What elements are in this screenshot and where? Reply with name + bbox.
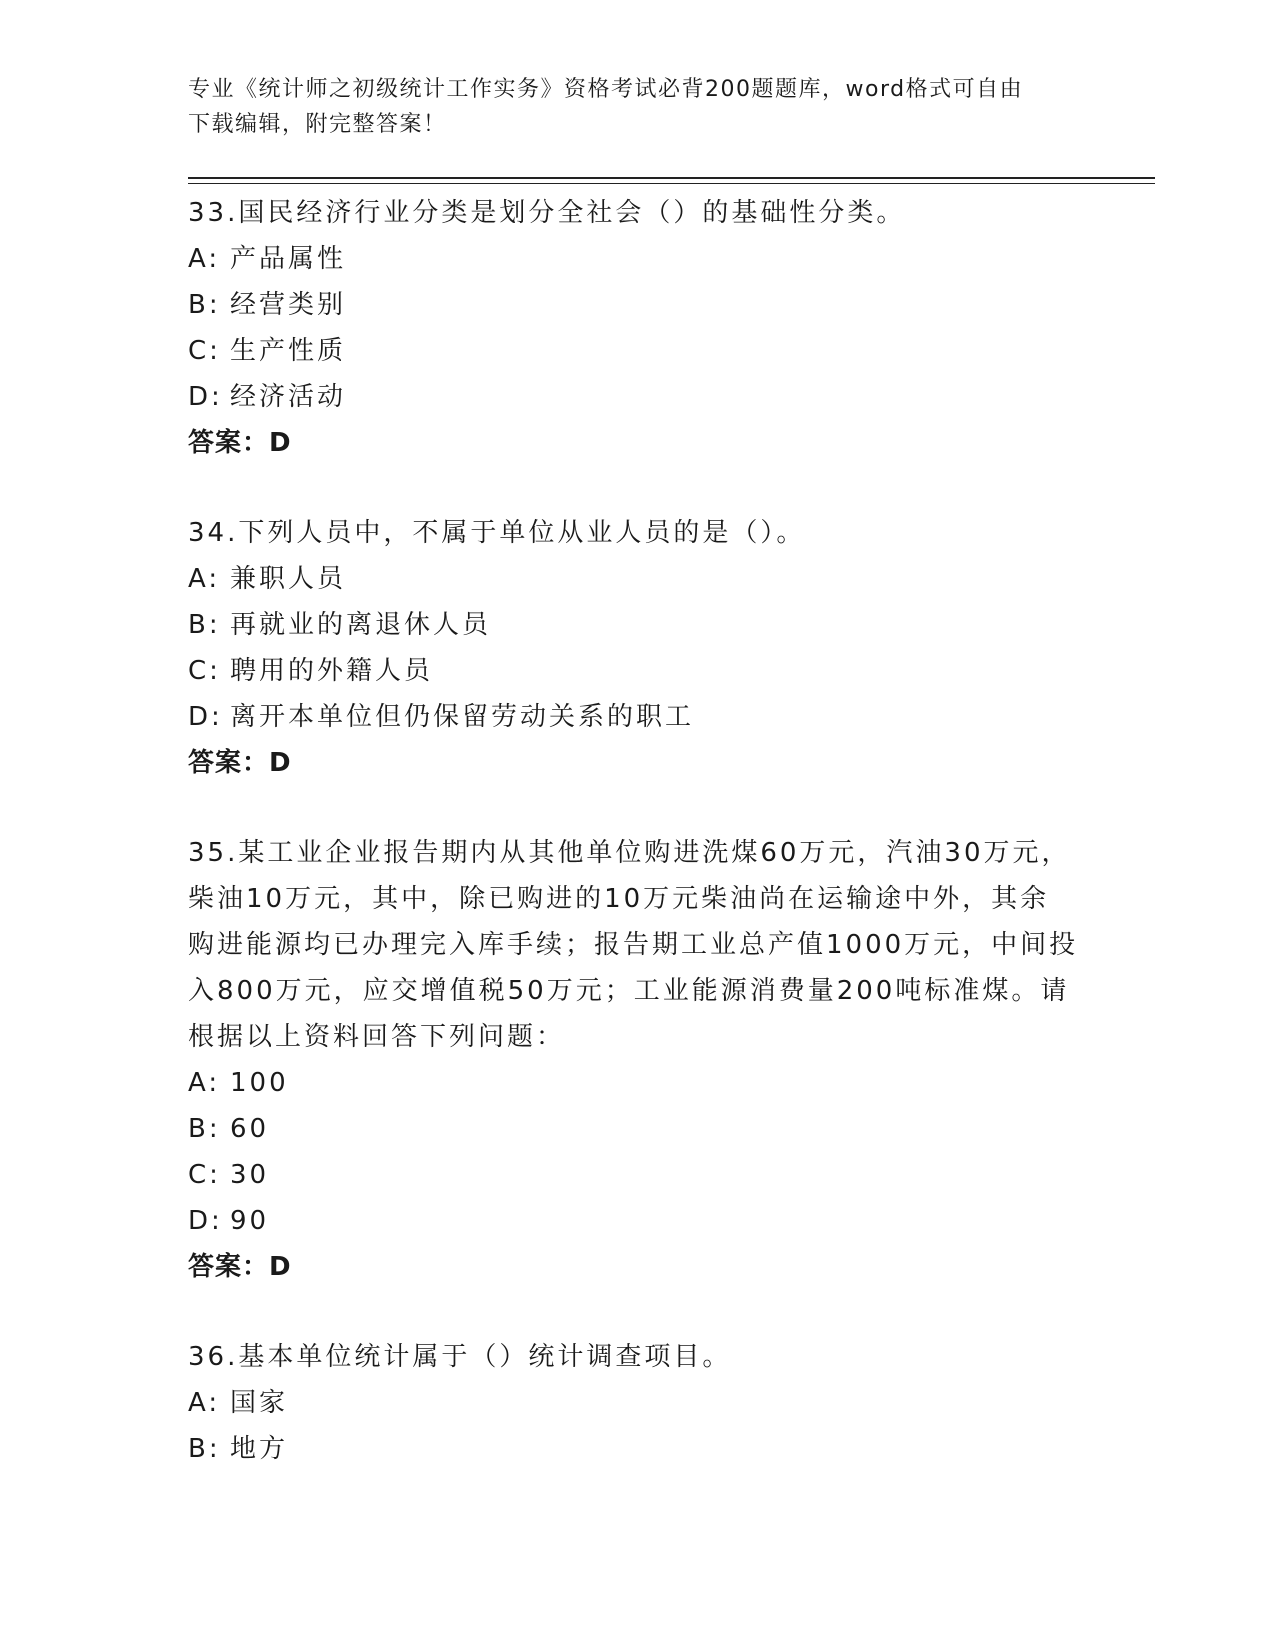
- option-letter: B:: [188, 1434, 221, 1464]
- option-text: 国家: [230, 1388, 289, 1418]
- option-b: [188, 282, 1088, 328]
- option-letter: B:: [188, 290, 221, 320]
- header-line-1: 专业《统计师之初级统计工作实务》资格考试必背200题题库，word格式可自由: [188, 77, 1024, 102]
- spacer: [188, 466, 1088, 510]
- question-35: [188, 830, 1088, 1290]
- question-33: [188, 190, 1088, 466]
- question-34: [188, 510, 1088, 786]
- option-text: 地方: [230, 1434, 289, 1464]
- question-text-line-5: 根据以上资料回答下列问题：: [188, 1022, 566, 1052]
- option-c: [188, 648, 1088, 694]
- answer-line: 答案：D: [188, 1252, 292, 1282]
- option-letter: A:: [188, 1388, 221, 1418]
- question-list: [188, 190, 1088, 1472]
- option-letter: A:: [188, 1068, 221, 1098]
- question-text-line-2: 柴油10万元，其中，除已购进的10万元柴油尚在运输途中外，其余: [188, 884, 1050, 914]
- option-text: 离开本单位但仍保留劳动关系的职工: [230, 702, 695, 732]
- option-letter: A:: [188, 564, 221, 594]
- option-text: 经济活动: [230, 382, 347, 412]
- option-d: [188, 1198, 1088, 1244]
- question-36: [188, 1334, 1088, 1472]
- option-c: [188, 328, 1088, 374]
- spacer: [188, 786, 1088, 830]
- question-text: 34.下列人员中，不属于单位从业人员的是（）。: [188, 518, 806, 548]
- question-text: 33.国民经济行业分类是划分全社会（）的基础性分类。: [188, 198, 906, 228]
- option-text: 兼职人员: [230, 564, 347, 594]
- option-text: 经营类别: [230, 290, 347, 320]
- option-letter: C:: [188, 1160, 221, 1190]
- header-divider-thin: [188, 183, 1155, 184]
- option-letter: D:: [188, 1206, 223, 1236]
- header-divider-thick: [188, 177, 1155, 179]
- header-line-2: 下载编辑，附完整答案！: [188, 112, 447, 137]
- option-b: [188, 1426, 1088, 1472]
- question-text-line-4: 入800万元，应交增值税50万元；工业能源消费量200吨标准煤。请: [188, 976, 1070, 1006]
- answer-line: 答案：D: [188, 748, 292, 778]
- option-text: 产品属性: [230, 244, 347, 274]
- option-letter: B:: [188, 610, 221, 640]
- spacer: [188, 1290, 1088, 1334]
- option-b: [188, 602, 1088, 648]
- question-text: 36.基本单位统计属于（）统计调查项目。: [188, 1342, 732, 1372]
- answer-line: 答案：D: [188, 428, 292, 458]
- option-letter: D:: [188, 382, 223, 412]
- option-text: 60: [230, 1114, 270, 1144]
- question-text-line-3: 购进能源均已办理完入库手续；报告期工业总产值1000万元，中间投: [188, 930, 1079, 960]
- option-a: [188, 236, 1088, 282]
- document-header: [188, 72, 1088, 142]
- option-a: [188, 556, 1088, 602]
- option-a: [188, 1060, 1088, 1106]
- option-letter: C:: [188, 336, 221, 366]
- question-text-line-1: 35.某工业企业报告期内从其他单位购进洗煤60万元，汽油30万元，: [188, 838, 1071, 868]
- option-text: 30: [230, 1160, 270, 1190]
- option-a: [188, 1380, 1088, 1426]
- option-d: [188, 374, 1088, 420]
- option-letter: D:: [188, 702, 223, 732]
- option-text: 再就业的离退休人员: [230, 610, 492, 640]
- option-b: [188, 1106, 1088, 1152]
- option-text: 聘用的外籍人员: [230, 656, 434, 686]
- option-text: 90: [230, 1206, 270, 1236]
- option-text: 生产性质: [230, 336, 347, 366]
- option-c: [188, 1152, 1088, 1198]
- option-letter: C:: [188, 656, 221, 686]
- option-text: 100: [230, 1068, 289, 1098]
- option-letter: B:: [188, 1114, 221, 1144]
- option-d: [188, 694, 1088, 740]
- option-letter: A:: [188, 244, 221, 274]
